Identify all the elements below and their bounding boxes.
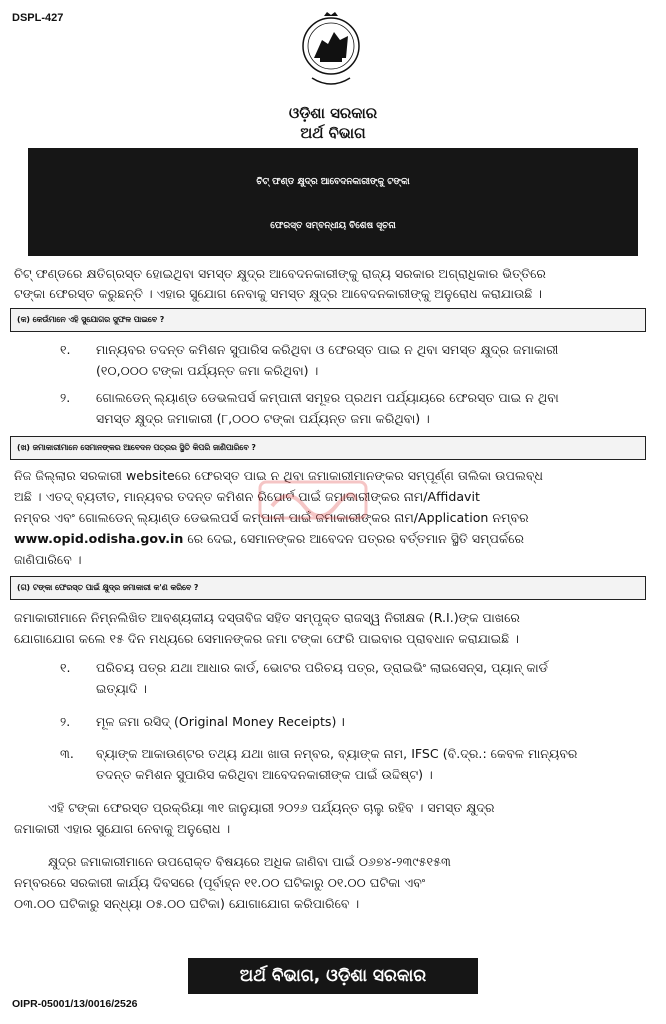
ga-item-3-number: ୩. — [60, 746, 74, 761]
odisha-emblem-icon — [300, 10, 362, 92]
ga-item-1-line-1: ପରିଚୟ ପତ୍ର ଯଥା ଆଧାର କାର୍ଡ, ଭୋଟର ପରିଚୟ ପତ୍ର, ଡ୍ରାଇଭିଂ ଲାଇସେନ୍ସ, ପ୍ୟାନ୍ କାର୍ଡ — [96, 660, 548, 675]
department-name: ଅର୍ଥ ବିଭାଗ — [300, 124, 366, 142]
notice-page — [8, 6, 658, 1016]
ga-item-3-line-2: ତଦନ୍ତ କମିଶନ ସୁପାରିସ କରିଥିବା ଆବେଦନକାରୀଙ୍କ ପାଇଁ ଉଦ୍ଦିଷ୍ଟ) । — [96, 767, 433, 782]
kha-line-5: ଜାଣିପାରିବେ । — [14, 552, 82, 567]
dspl-code: DSPL-427 — [12, 12, 64, 24]
intro-line-2: ଟଙ୍କା ଫେରସ୍ତ କରୁଛନ୍ତି । ଏହାର ସୁଯୋଗ ନେବାକୁ ସମସ୍ତ କ୍ଷୁଦ୍ର ଆବେଦନକାରୀଙ୍କୁ ଅନୁରୋଧ କରାଯାଉଛି । — [14, 286, 543, 301]
kha-line-4-rest: ରେ ଦେଇ, ସେମାନଙ୍କର ଆବେଦନ ପତ୍ରର ବର୍ତ୍ତମାନ ସ୍ଥିତି ସମ୍ପର୍କରେ — [183, 531, 525, 546]
ga-line-2: ଯୋଗାଯୋଗ କଲେ ୧୫ ଦିନ ମଧ୍ୟରେ ସେମାନଙ୍କର ଜମା ଟଙ୍କା ଫେରି ପାଇବାର ପ୍ରାବଧାନ କରାଯାଇଛି । — [14, 631, 519, 646]
kha-line-2: ଅଛି । ଏତଦ୍ ବ୍ୟତୀତ, ମାନ୍ୟବର ତଦନ୍ତ କମିଶନ ରିପୋର୍ଟ ପାଇଁ ଜମାକାରୀଙ୍କର ନାମ/Affidavit — [14, 489, 480, 504]
ka-item-2-line-2: ସମସ୍ତ କ୍ଷୁଦ୍ର ଜମାକାରୀ (୮,୦୦୦ ଟଙ୍କା ପର୍ଯ୍ୟନ୍ତ ଜମା କରିଥିବା) । — [96, 411, 430, 426]
ga-item-1-line-2: ଇତ୍ୟାଦି । — [96, 681, 148, 696]
ka-item-2-number: ୨. — [60, 390, 71, 405]
closing-p1-line-2: ଜମାକାରୀ ଏହାର ସୁଯୋଗ ନେବାକୁ ଅନୁରୋଧ । — [14, 821, 231, 836]
closing-p1-line-1: ଏହି ଟଙ୍କା ଫେରସ୍ତ ପ୍ରକ୍ରିୟା ୩୧ ଜାନୁୟାରୀ ୨୦୨୬ ପର୍ଯ୍ୟନ୍ତ ଚାଲୁ ରହିବ । ସମସ୍ତ କ୍ଷୁଦ୍ର — [48, 800, 495, 815]
ka-item-1-number: ୧. — [60, 342, 71, 357]
section-ka-heading: (କ) କେଉଁମାନେ ଏହି ସୁଯୋଗର ସୁଫଳ ପାଇବେ ? — [10, 308, 646, 332]
kha-line-4 — [14, 529, 524, 549]
ga-item-3-line-1: ବ୍ୟାଙ୍କ ଆକାଉଣ୍ଟର ତଥ୍ୟ ଯଥା ଖାତା ନମ୍ବର, ବ୍ୟାଙ୍କ ନାମ, IFSC (ବି.ଦ୍ର.: କେବଳ ମାନ୍ୟବର — [96, 746, 578, 761]
ga-line-1: ଜମାକାରୀମାନେ ନିମ୍ନଲିଖିତ ଆବଶ୍ୟକୀୟ ଦସ୍ତାବିଜ ସହିତ ସମ୍ପୃକ୍ତ ରାଜସ୍ୱ ନିରୀକ୍ଷକ (R.I.)ଙ୍କ ପାଖରେ — [14, 610, 520, 625]
banner-line-2: ଫେରସ୍ତ ସମ୍ବନ୍ଧୀୟ ବିଶେଷ ସୂଚନା — [270, 221, 396, 231]
kha-line-1: ନିଜ ଜିଲ୍ଲାର ସରକାରୀ websiteରେ ଫେରସ୍ତ ପାଇ ନ ଥିବା ଜମାକାରୀମାନଙ୍କର ସମ୍ପୂର୍ଣ୍ଣ ତାଲିକା ଉପଲବ୍ଧ — [14, 468, 544, 483]
closing-p2-line-3: ୦୩.୦୦ ଘଟିକାରୁ ସନ୍ଧ୍ୟା ୦୫.୦୦ ଘଟିକା) ଯୋଗାଯୋଗ କରିପାରିବେ । — [14, 896, 360, 911]
ka-item-1-line-2: (୧୦,୦୦୦ ଟଙ୍କା ପର୍ଯ୍ୟନ୍ତ ଜମା କରିଥିବା) । — [96, 363, 319, 378]
ga-item-2-number: ୨. — [60, 714, 71, 729]
ga-item-1-number: ୧. — [60, 660, 71, 675]
ka-item-2-line-1: ଗୋଲଡେନ୍ ଲ୍ୟାଣ୍ଡ ଡେଭଲପର୍ସ କମ୍ପାନୀ ସମୂହର ପ୍ରଥମ ପର୍ଯ୍ୟାୟରେ ଫେରସ୍ତ ପାଇ ନ ଥିବା — [96, 390, 559, 405]
oipr-code: OIPR-05001/13/0016/2526 — [12, 998, 138, 1010]
section-kha-heading: (ଖ) ଜମାକାରୀମାନେ ସେମାନଙ୍କର ଆବେଦନ ପତ୍ରର ସ୍ଥିତି କିପରି ଜାଣିପାରିବେ ? — [10, 436, 646, 460]
issuer-box: ଅର୍ଥ ବିଭାଗ, ଓଡ଼ିଶା ସରକାର — [188, 958, 478, 994]
intro-line-1: ଚିଟ୍ ଫଣ୍ଡରେ କ୍ଷତିଗ୍ରସ୍ତ ହୋଇଥିବା ସମସ୍ତ କ୍ଷୁଦ୍ର ଆବେଦନକାରୀଙ୍କୁ ରାଜ୍ୟ ସରକାର ଅଗ୍ରାଧିକାର ଭିତ୍ତିରେ — [14, 266, 546, 281]
closing-p2-line-1: କ୍ଷୁଦ୍ର ଜମାକାରୀମାନେ ଉପରୋକ୍ତ ବିଷୟରେ ଅଧିକ ଜାଣିବା ପାଇଁ ୦୬୭୪-୨୩୯୫୧୫୩ — [48, 854, 451, 869]
ga-item-2-line-1: ମୂଳ ଜମା ରସିଦ୍ (Original Money Receipts) । — [96, 714, 346, 729]
notice-title-banner — [28, 148, 638, 256]
kha-line-3: ନମ୍ବର ଏବଂ ଗୋଲଡେନ୍ ଲ୍ୟାଣ୍ଡ ଡେଭଲପର୍ସ କମ୍ପାନୀ ପାଇଁ ଜମାକାରୀଙ୍କର ନାମ/Application ନମ୍ବର — [14, 510, 529, 525]
banner-line-1: ଚିଟ୍ ଫଣ୍ଡ କ୍ଷୁଦ୍ର ଆବେଦନକାରୀଙ୍କୁ ଟଙ୍କା — [256, 177, 410, 187]
closing-p2-line-2: ନମ୍ବରରେ ସରକାରୀ କାର୍ଯ୍ୟ ଦିବସରେ (ପୂର୍ବାହ୍ନ ୧୧.୦୦ ଘଟିକାରୁ ୦୧.୦୦ ଘଟିକା ଏବଂ — [14, 875, 426, 890]
government-name: ଓଡ଼ିଶା ସରକାର — [288, 104, 378, 122]
ka-item-1-line-1: ମାନ୍ୟବର ତଦନ୍ତ କମିଶନ ସୁପାରିସ କରିଥିବା ଓ ଫେରସ୍ତ ପାଇ ନ ଥିବା ସମସ୍ତ କ୍ଷୁଦ୍ର ଜମାକାରୀ — [96, 342, 559, 357]
opid-website-link[interactable]: www.opid.odisha.gov.in — [14, 531, 184, 546]
section-ga-heading: (ଗ) ଟଙ୍କା ଫେରସ୍ତ ପାଇଁ କ୍ଷୁଦ୍ର ଜମାକାରୀ କ'ଣ କରିବେ ? — [10, 576, 646, 600]
newspaper-watermark-icon — [258, 476, 368, 524]
